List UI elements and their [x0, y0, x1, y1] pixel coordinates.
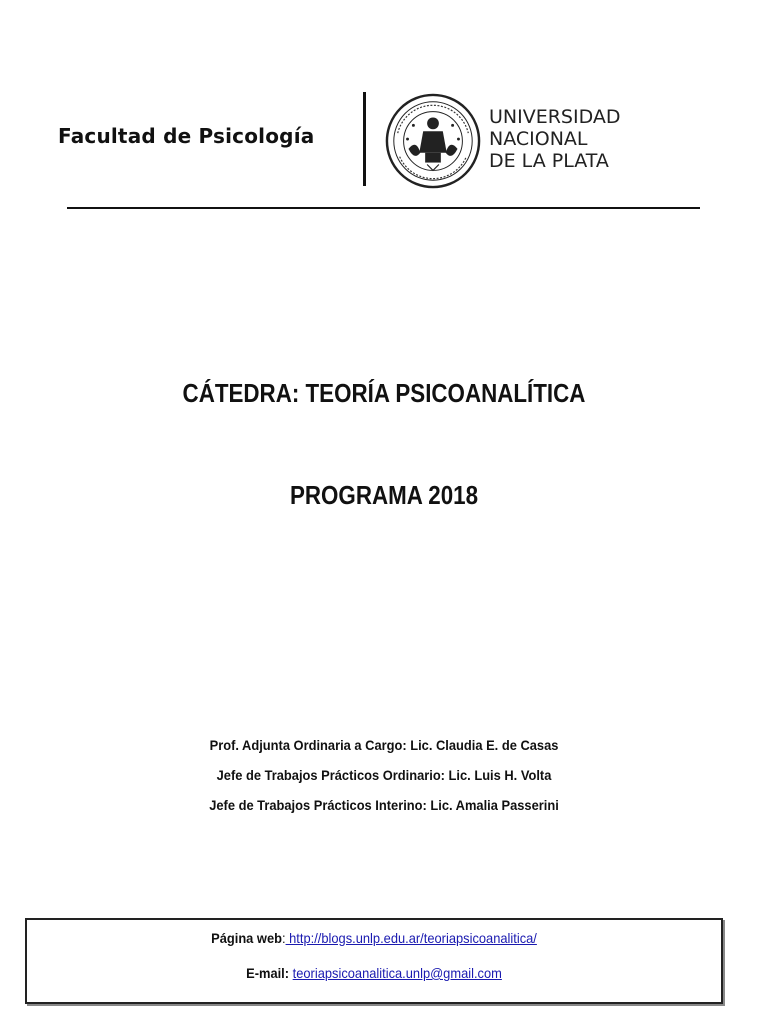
staff-line: Prof. Adjunta Ordinaria a Cargo: Lic. Claudia E. de Casas	[209, 737, 559, 753]
contact-box	[25, 918, 723, 1004]
program-title: PROGRAMA 2018	[289, 480, 479, 510]
web-line	[55, 930, 693, 946]
staff-line: Jefe de Trabajos Prácticos Interino: Lic. Amalia Passerini	[209, 797, 559, 813]
email-label: E-mail:	[246, 965, 290, 981]
university-name-line: DE LA PLATA	[489, 150, 609, 172]
course-title: CÁTEDRA: TEORÍA PSICOANALÍTICA	[182, 378, 586, 408]
web-label: Página web	[211, 930, 282, 946]
staff-line: Jefe de Trabajos Prácticos Ordinario: Lic. Luis H. Volta	[216, 767, 552, 783]
university-seal-icon	[384, 92, 482, 190]
web-link[interactable]: http://blogs.unlp.edu.ar/teoriapsicoanalitica/	[285, 930, 537, 946]
university-name-line: NACIONAL	[489, 128, 588, 150]
university-name	[489, 106, 621, 172]
email-line	[55, 965, 693, 981]
staff-list	[31, 730, 738, 820]
email-link[interactable]: teoriapsicoanalitica.unlp@gmail.com	[292, 965, 502, 981]
web-separator: :	[281, 930, 286, 946]
header-rule	[67, 207, 700, 209]
document-header	[0, 88, 768, 192]
faculty-name: Facultad de Psicología	[58, 124, 315, 148]
header-divider	[363, 92, 366, 186]
university-name-line: UNIVERSIDAD	[489, 106, 621, 128]
